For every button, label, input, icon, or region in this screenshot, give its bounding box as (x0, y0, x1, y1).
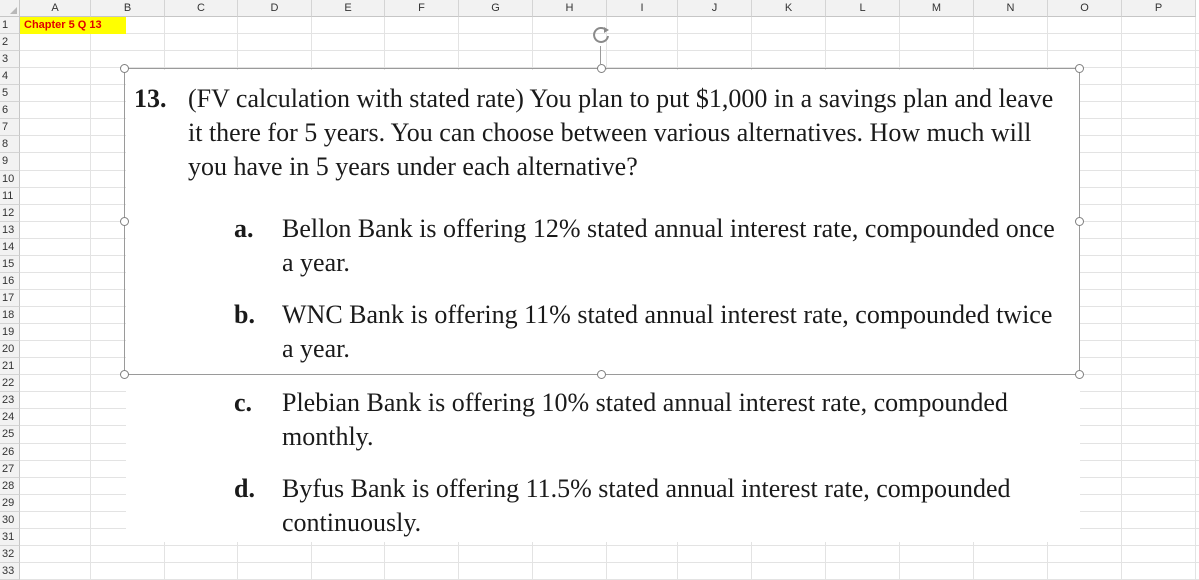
row-header-10[interactable]: 10 (0, 171, 20, 188)
row-header-22[interactable]: 22 (0, 375, 20, 392)
row-header-2[interactable]: 2 (0, 34, 20, 51)
resize-handle-bottom-left[interactable] (120, 370, 129, 379)
row-header-32[interactable]: 32 (0, 546, 20, 563)
row-gridline (20, 545, 1199, 546)
resize-handle-top-right[interactable] (1075, 64, 1084, 73)
option-text: WNC Bank is offering 11% stated annual interest rate, compounded twice a year. (282, 300, 1053, 363)
row-header-29[interactable]: 29 (0, 495, 20, 512)
row-header-19[interactable]: 19 (0, 324, 20, 341)
option-d (234, 472, 1054, 540)
rotate-handle-icon[interactable] (590, 24, 612, 46)
row-gridline (20, 50, 1199, 51)
row-header-21[interactable]: 21 (0, 358, 20, 375)
column-header-i[interactable]: I (607, 0, 678, 17)
row-header-33[interactable]: 33 (0, 563, 20, 580)
resize-handle-bottom[interactable] (597, 370, 606, 379)
column-header-n[interactable]: N (974, 0, 1048, 17)
row-header-1[interactable]: 1 (0, 17, 20, 34)
row-header-26[interactable]: 26 (0, 444, 20, 461)
column-header-p[interactable]: P (1122, 0, 1196, 17)
column-header-b[interactable]: B (91, 0, 165, 17)
row-header-18[interactable]: 18 (0, 307, 20, 324)
row-header-25[interactable]: 25 (0, 426, 20, 443)
row-header-3[interactable]: 3 (0, 51, 20, 68)
row-header-12[interactable]: 12 (0, 205, 20, 222)
row-header-13[interactable]: 13 (0, 222, 20, 239)
row-header-4[interactable]: 4 (0, 68, 20, 85)
question-body: (FV calculation with stated rate) You plan to put $1,000 in a savings plan and leave it there for 5 years. You can choose between various alternatives. How much will you have in 5 years under each alternative? (188, 84, 1054, 181)
row-header-30[interactable]: 30 (0, 512, 20, 529)
row-header-15[interactable]: 15 (0, 256, 20, 273)
row-header-27[interactable]: 27 (0, 461, 20, 478)
row-header-6[interactable]: 6 (0, 102, 20, 119)
row-header-17[interactable]: 17 (0, 290, 20, 307)
rotate-stem (600, 46, 601, 64)
row-header-11[interactable]: 11 (0, 188, 20, 205)
column-header-c[interactable]: C (165, 0, 238, 17)
column-header-f[interactable]: F (385, 0, 459, 17)
option-letter: c. (234, 388, 253, 417)
option-letter: a. (234, 214, 254, 243)
row-header-9[interactable]: 9 (0, 153, 20, 170)
selection-box[interactable] (124, 68, 1080, 375)
row-header-14[interactable]: 14 (0, 239, 20, 256)
resize-handle-right[interactable] (1075, 217, 1084, 226)
resize-handle-top-left[interactable] (120, 64, 129, 73)
column-header-h[interactable]: H (533, 0, 607, 17)
column-header-a[interactable]: A (20, 0, 91, 17)
column-header-m[interactable]: M (900, 0, 974, 17)
row-header-31[interactable]: 31 (0, 529, 20, 546)
option-letter: d. (234, 474, 255, 503)
row-gridline (20, 562, 1199, 563)
option-text: Byfus Bank is offering 11.5% stated annual interest rate, compounded continuously. (282, 474, 1011, 537)
column-header-o[interactable]: O (1048, 0, 1122, 17)
question-number: 13. (134, 84, 167, 113)
row-header-5[interactable]: 5 (0, 85, 20, 102)
column-header-e[interactable]: E (312, 0, 385, 17)
resize-handle-bottom-right[interactable] (1075, 370, 1084, 379)
row-header-24[interactable]: 24 (0, 409, 20, 426)
column-header-k[interactable]: K (752, 0, 826, 17)
row-header-20[interactable]: 20 (0, 341, 20, 358)
row-header-8[interactable]: 8 (0, 136, 20, 153)
row-header-16[interactable]: 16 (0, 273, 20, 290)
option-letter: b. (234, 300, 255, 329)
select-all-icon[interactable] (0, 0, 20, 17)
resize-handle-top[interactable] (597, 64, 606, 73)
column-header-j[interactable]: J (678, 0, 752, 17)
resize-handle-left[interactable] (120, 217, 129, 226)
column-header-g[interactable]: G (459, 0, 533, 17)
row-header-28[interactable]: 28 (0, 478, 20, 495)
row-header-23[interactable]: 23 (0, 392, 20, 409)
cell-a1[interactable]: Chapter 5 Q 13 (20, 17, 126, 34)
option-text: Plebian Bank is offering 10% stated annual interest rate, compounded monthly. (282, 388, 1008, 451)
column-header-d[interactable]: D (238, 0, 312, 17)
option-c (234, 386, 1054, 454)
column-header-l[interactable]: L (826, 0, 900, 17)
row-header-7[interactable]: 7 (0, 119, 20, 136)
option-text: Bellon Bank is offering 12% stated annual interest rate, compounded once a year. (282, 214, 1055, 277)
